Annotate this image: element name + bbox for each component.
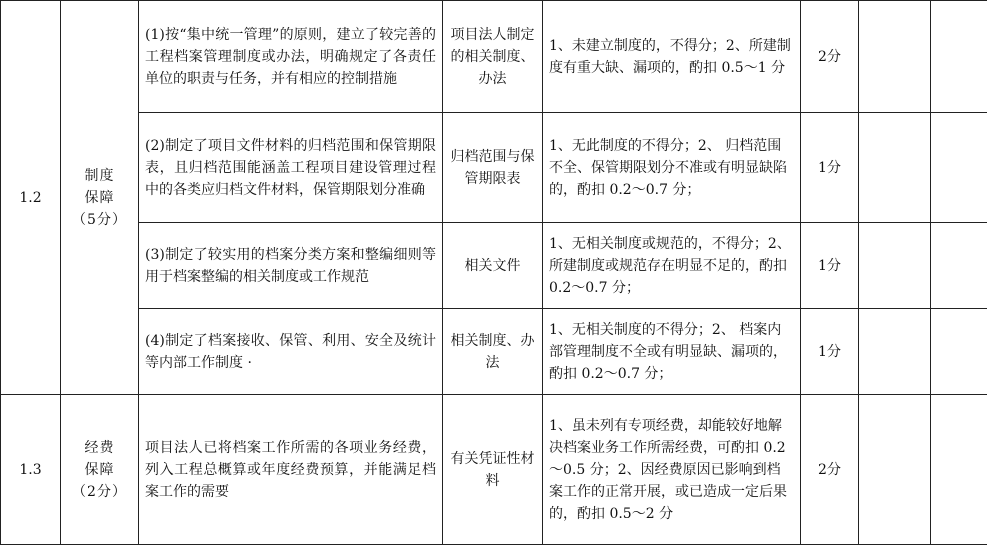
table-row [1,395,987,545]
self-assessment-cell [859,113,931,223]
review-cell [931,223,987,309]
self-assessment-cell [859,1,931,113]
evidence-cell: 有关凭证性材料 [443,395,543,545]
requirement-cell: 项目法人已将档案工作所需的各项业务经费，列入工程总概算或年度经费预算，并能满足档案工作的需要 [139,395,443,545]
review-cell [931,395,987,545]
criteria-cell: 1、无此制度的不得分；2、 归档范围不全、保管期限划分不准或有明显缺陷的，酌扣 0.2～0.7 分； [543,113,801,223]
requirement-cell: (4)制定了档案接收、保管、利用、安全及统计等内部工作制度 · [139,309,443,395]
criteria-cell: 1、无相关制度或规范的，不得分；2、 所建制度或规范存在明显不足的，酌扣 0.2～0.7 分； [543,223,801,309]
score-cell: 1分 [801,309,859,395]
evidence-cell: 相关文件 [443,223,543,309]
criteria-cell: 1、无相关制度的不得分；2、 档案内部管理制度不全或有明显缺、漏项的，酌扣 0.2～0.7 分； [543,309,801,395]
score-cell: 1分 [801,223,859,309]
score-cell: 2分 [801,395,859,545]
evidence-cell: 项目法人制定的相关制度、办法 [443,1,543,113]
evidence-cell: 归档范围与保管期限表 [443,113,543,223]
criteria-cell: 1、未建立制度的，不得分；2、所建制度有重大缺、漏项的，酌扣 0.5～1 分 [543,1,801,113]
section-category: 制度 保障 （5分） [61,1,139,395]
self-assessment-cell [859,395,931,545]
requirement-cell: (3)制定了较实用的档案分类方案和整编细则等用于档案整编的相关制度或工作规范 [139,223,443,309]
criteria-cell: 1、虽未列有专项经费，却能较好地解决档案业务工作所需经费，可酌扣 0.2～0.5 分；2、因经费原因已影响到档案工作的正常开展，或已造成一定后果的，酌扣 0.5～2 分 [543,395,801,545]
score-cell: 2分 [801,1,859,113]
self-assessment-cell [859,309,931,395]
table-row [1,1,987,113]
score-cell: 1分 [801,113,859,223]
self-assessment-cell [859,223,931,309]
requirement-cell: (2)制定了项目文件材料的归档范围和保管期限表，且归档范围能涵盖工程项目建设管理过程中的各类应归档文件材料，保管期限划分准确 [139,113,443,223]
section-category: 经费 保障 （2分） [61,395,139,545]
table-row [1,113,987,223]
review-cell [931,113,987,223]
review-cell [931,309,987,395]
table-row [1,309,987,395]
section-id: 1.3 [1,395,61,545]
review-cell [931,1,987,113]
section-id: 1.2 [1,1,61,395]
table-row [1,223,987,309]
evidence-cell: 相关制度、办法 [443,309,543,395]
requirement-cell: (1)按“集中统一管理”的原则，建立了较完善的工程档案管理制度或办法，明确规定了各责任单位的职责与任务，并有相应的控制措施 [139,1,443,113]
